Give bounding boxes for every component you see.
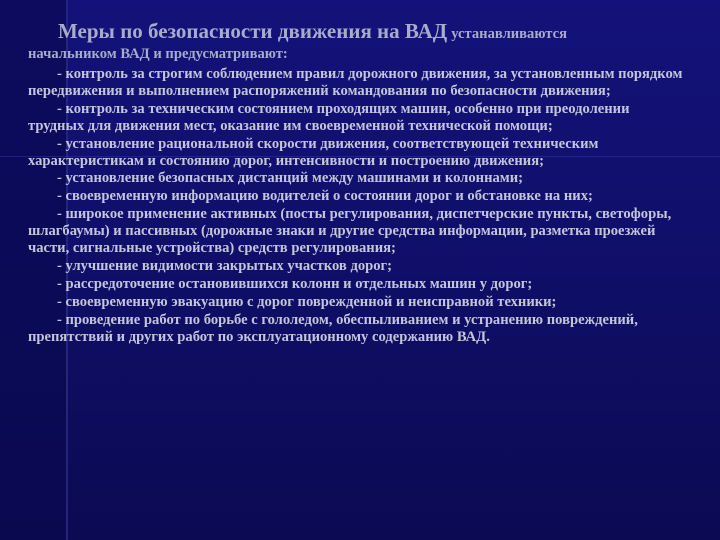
list-item: - улучшение видимости закрытых участков дорог; — [57, 257, 393, 274]
list-item: - своевременную информацию водителей о состоянии дорог и обстановке на них; — [57, 188, 593, 205]
slide-subtitle: начальником ВАД и предусматривают: — [28, 46, 288, 62]
slide-title — [28, 20, 708, 45]
list-item: - своевременную эвакуацию с дорог поврежденной и неисправной техники; — [57, 293, 557, 310]
list-item: - широкое применение активных (посты регулирования, диспетчерские пункты, светофоры, шлагбаумы) и пассивных (дорожные знаки и другие средства информации, разметка проезжей части, сигнальные устройства) средств регулирования; — [28, 206, 672, 257]
title-lead: Меры по безопасности движения на ВАД — [58, 19, 448, 43]
list-item: - установление безопасных дистанций между машинами и колоннами; — [57, 170, 523, 187]
list-item: - контроль за техническим состоянием проходящих машин, особенно при преодолении трудных для движения мест, оказание им своевременной технической помощи; — [28, 100, 630, 134]
measures-list — [28, 66, 688, 347]
list-item: - установление рациональной скорости движения, соответствующей техническим характеристикам и состоянию дорог, интенсивности и построению движения; — [28, 135, 599, 169]
list-item: - контроль за строгим соблюдением правил дорожного движения, за установленным порядком передвижения и выполнением распоряжений командования по безопасности движения; — [28, 66, 683, 99]
list-item: - проведение работ по борьбе с гололедом, обеспыливанием и устранению повреждений, препятствий и других работ по эксплуатационному содержанию ВАД. — [28, 311, 638, 345]
title-rest: устанавливаются — [451, 26, 568, 42]
list-item: - рассредоточение остановившихся колонн и отдельных машин у дорог; — [57, 275, 533, 292]
